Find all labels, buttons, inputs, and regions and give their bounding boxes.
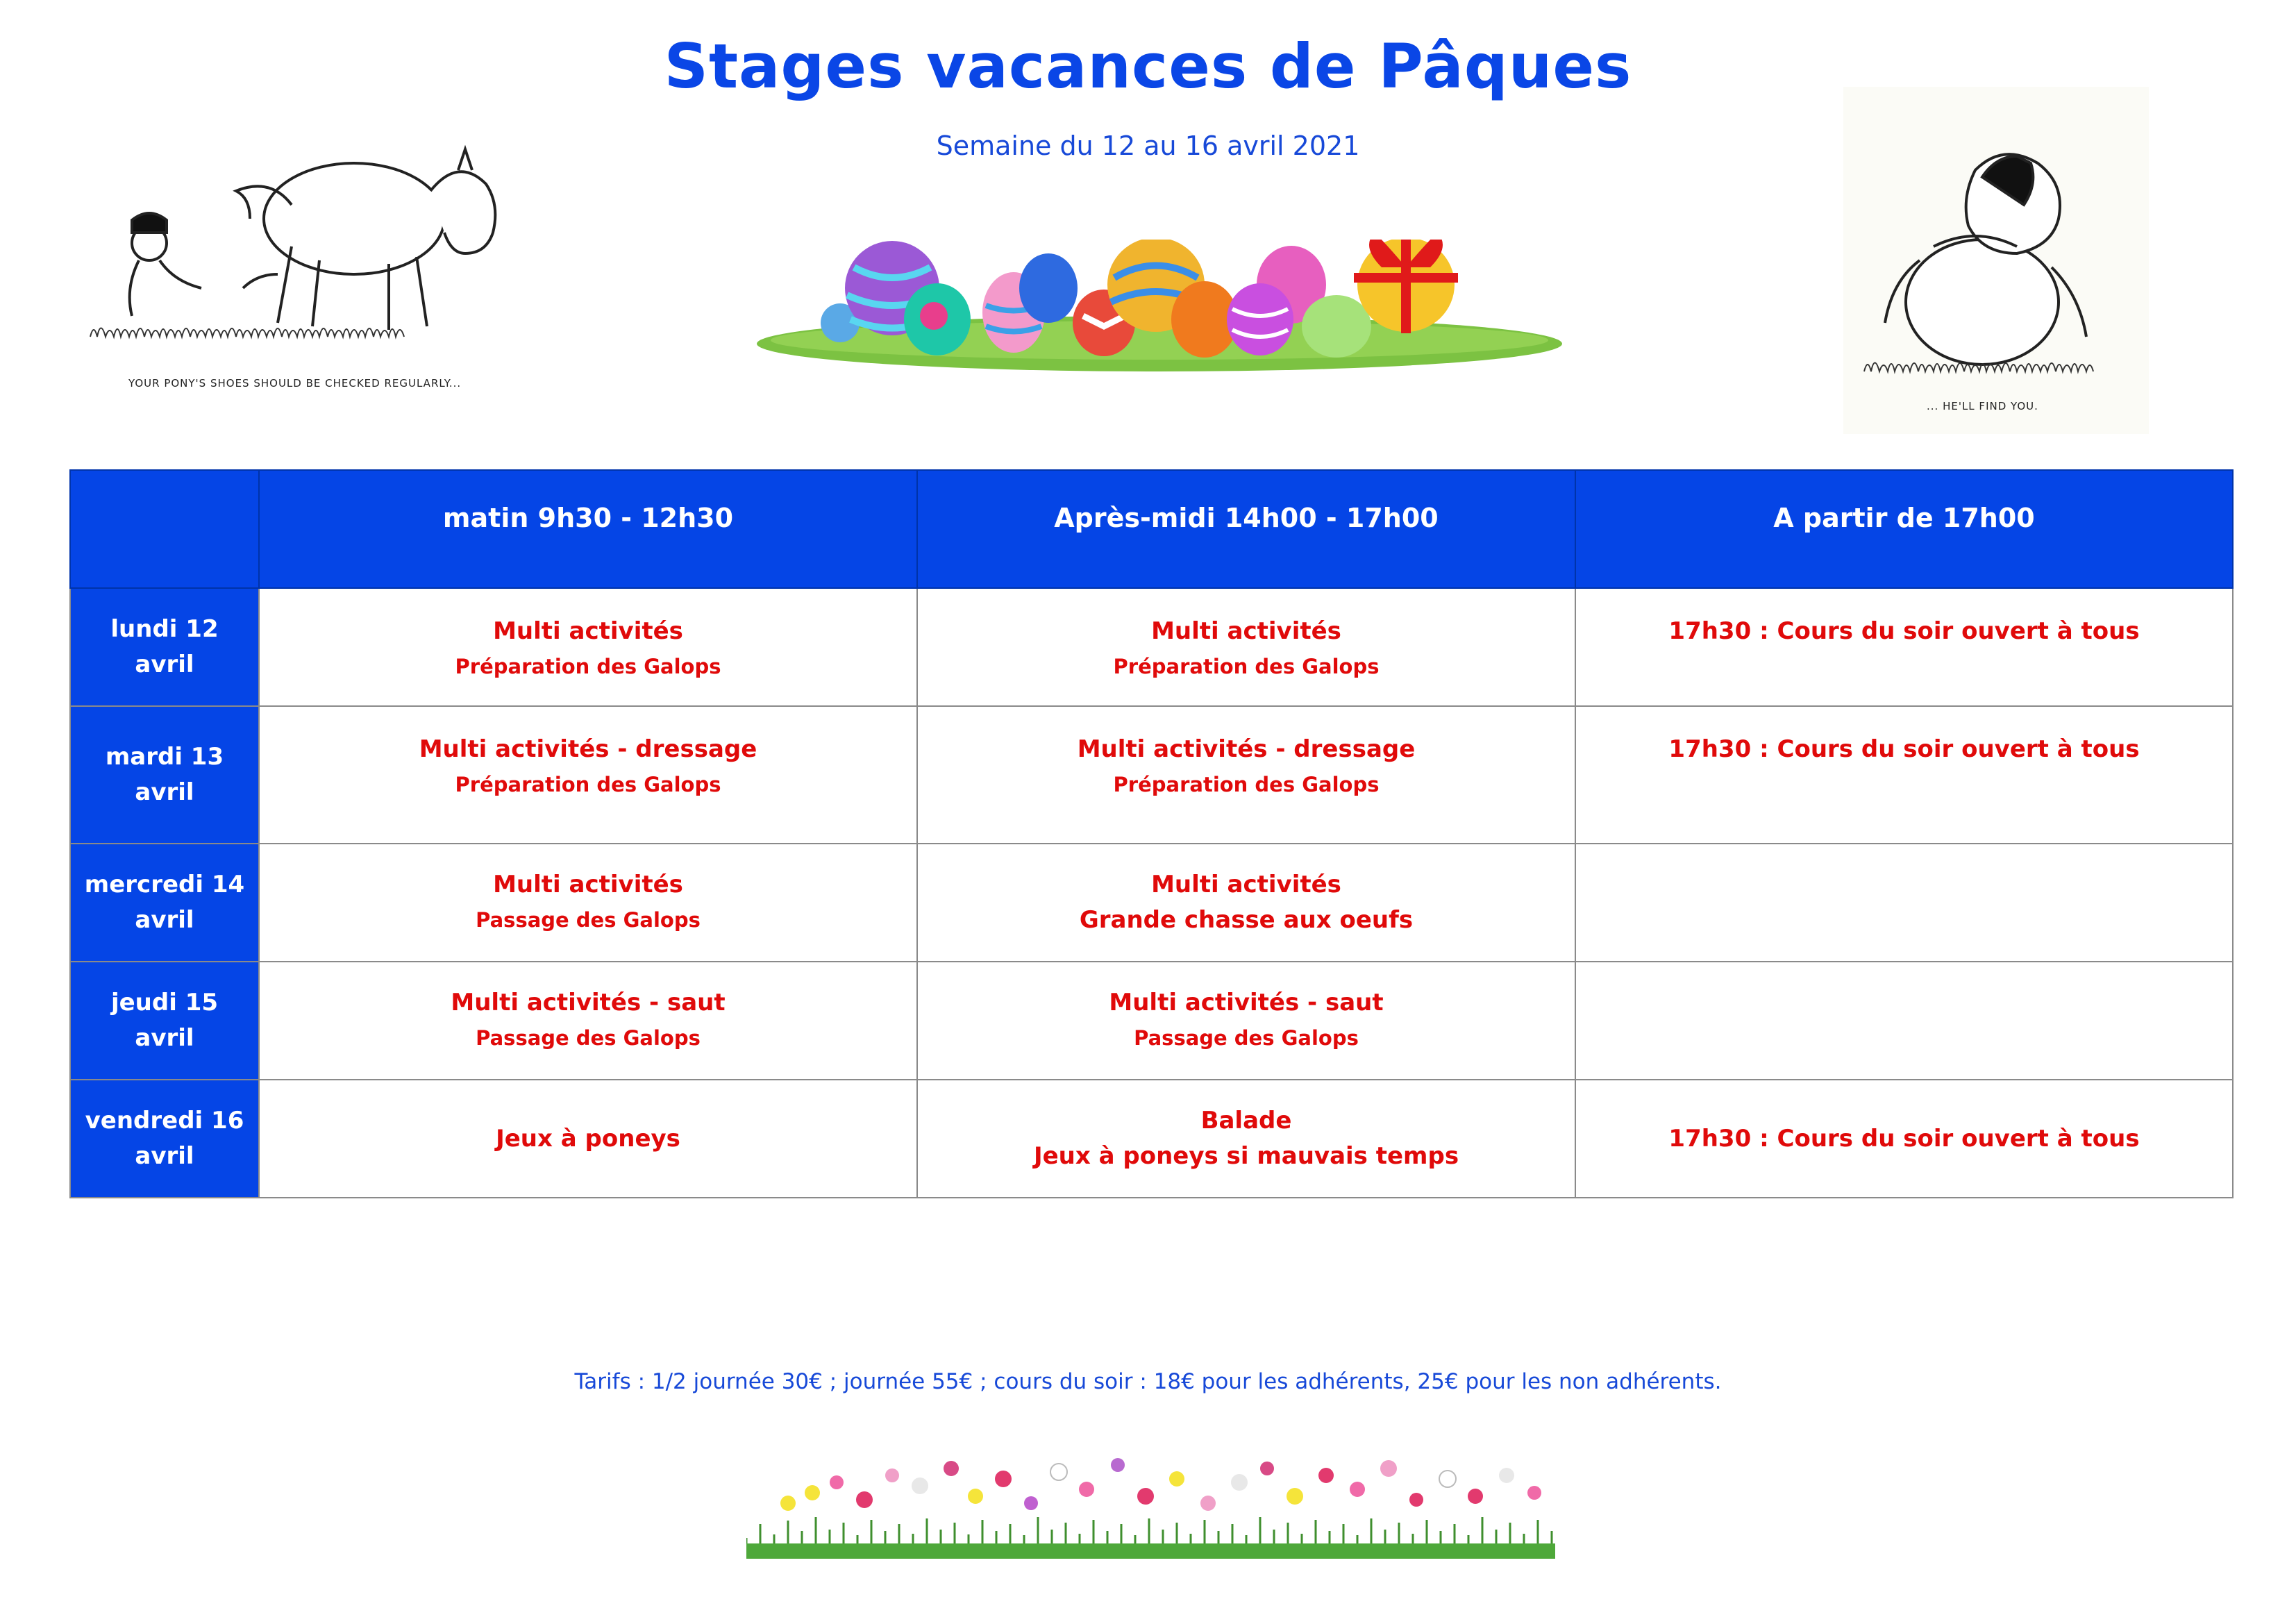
table-row — [70, 844, 2233, 962]
table-row — [70, 1080, 2233, 1198]
activity-detail: Passage des Galops — [476, 1026, 701, 1050]
activity-title: Multi activités — [493, 871, 683, 898]
afternoon-cell — [917, 706, 1575, 844]
header-afternoon: Après-midi 14h00 - 17h00 — [917, 470, 1575, 588]
day-label: mercredi 14 — [84, 871, 245, 898]
pony-hug-illustration — [1843, 87, 2149, 434]
day-label: vendredi 16 — [85, 1107, 244, 1135]
morning-cell — [259, 1080, 917, 1198]
evening-activity: 17h30 : Cours du soir ouvert à tous — [1668, 617, 2140, 645]
activity-detail: Préparation des Galops — [455, 655, 721, 678]
easter-eggs-illustration — [757, 240, 1562, 378]
evening-cell — [1575, 706, 2233, 844]
activity-detail: Préparation des Galops — [455, 773, 721, 796]
activity-title: Jeux à poneys — [496, 1124, 680, 1153]
schedule-table — [69, 469, 2234, 1198]
header-morning: matin 9h30 - 12h30 — [259, 470, 917, 588]
table-row — [70, 588, 2233, 706]
activity-detail: Passage des Galops — [476, 908, 701, 932]
afternoon-cell — [917, 588, 1575, 706]
day-cell — [70, 962, 259, 1080]
activity-detail: Passage des Galops — [1134, 1026, 1359, 1050]
table-header-row — [70, 470, 2233, 588]
afternoon-cell — [917, 844, 1575, 962]
table-row — [70, 962, 2233, 1080]
pony-shoes-illustration — [83, 128, 555, 406]
afternoon-cell — [917, 962, 1575, 1080]
activity-title: Multi activités — [1151, 871, 1341, 898]
activity-detail: Préparation des Galops — [1113, 655, 1380, 678]
day-label: jeudi 15 — [110, 989, 219, 1016]
flower-meadow-illustration — [746, 1448, 1555, 1559]
day-label: mardi 13 — [105, 743, 224, 771]
corner-cell — [70, 470, 259, 588]
evening-activity: 17h30 : Cours du soir ouvert à tous — [1668, 1124, 2140, 1153]
activity-detail: Grande chasse aux oeufs — [1079, 906, 1414, 934]
activity-title: Multi activités — [493, 617, 683, 645]
activity-title: Balade — [1200, 1107, 1292, 1135]
month-label: avril — [135, 1142, 194, 1170]
month-label: avril — [135, 651, 194, 678]
day-cell — [70, 844, 259, 962]
day-label: lundi 12 — [110, 615, 219, 643]
day-cell — [70, 588, 259, 706]
evening-cell — [1575, 588, 2233, 706]
header-evening: A partir de 17h00 — [1575, 470, 2233, 588]
evening-activity: 17h30 : Cours du soir ouvert à tous — [1668, 735, 2140, 763]
activity-title: Multi activités — [1151, 617, 1341, 645]
afternoon-cell — [917, 1080, 1575, 1198]
activity-title: Multi activités - dressage — [419, 735, 757, 763]
page-subtitle: Semaine du 12 au 16 avril 2021 — [936, 131, 1360, 161]
month-label: avril — [135, 1024, 194, 1052]
morning-cell — [259, 588, 917, 706]
month-label: avril — [135, 778, 194, 806]
evening-cell — [1575, 1080, 2233, 1198]
evening-cell — [1575, 844, 2233, 962]
morning-cell — [259, 706, 917, 844]
day-cell — [70, 1080, 259, 1198]
activity-detail: Jeux à poneys si mauvais temps — [1033, 1142, 1459, 1170]
morning-cell — [259, 844, 917, 962]
page-title: Stages vacances de Pâques — [664, 31, 1632, 102]
activity-detail: Préparation des Galops — [1113, 773, 1380, 796]
activity-title: Multi activités - dressage — [1077, 735, 1416, 763]
activity-title: Multi activités - saut — [451, 989, 726, 1016]
day-cell — [70, 706, 259, 844]
evening-cell — [1575, 962, 2233, 1080]
tarifs-note: Tarifs : 1/2 journée 30€ ; journée 55€ ; cours du soir : 18€ pour les adhérents, 25€ pour les non adhérents. — [574, 1369, 1722, 1394]
morning-cell — [259, 962, 917, 1080]
table-row — [70, 706, 2233, 844]
left-illustration-caption: YOUR PONY'S SHOES SHOULD BE CHECKED REGULARLY... — [128, 377, 462, 390]
activity-title: Multi activités - saut — [1109, 989, 1384, 1016]
month-label: avril — [135, 906, 194, 934]
right-illustration-caption: ... HE'LL FIND YOU. — [1927, 400, 2038, 412]
